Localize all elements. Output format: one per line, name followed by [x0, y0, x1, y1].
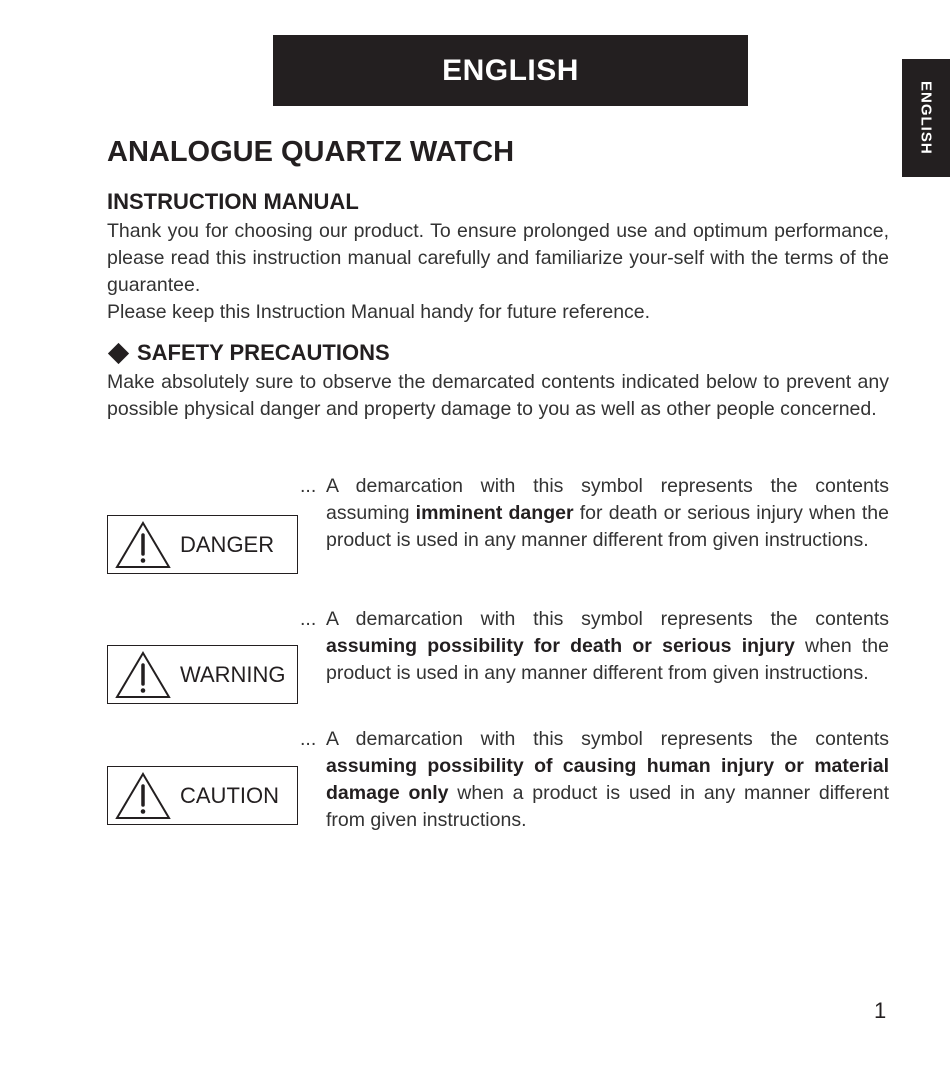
intro-paragraph-2: Please keep this Instruction Manual handy for future reference. [107, 301, 651, 323]
warning-triangle-icon [114, 520, 172, 570]
danger-label: DANGER [180, 531, 275, 557]
caution-text-post: when a product is used in any manner different from given instructions. [326, 782, 889, 831]
intro-paragraph-1: Thank you for choosing our product. To ensure prolonged use and optimum performance, please read this instruction manual carefully and familiarize your-self with the terms of the guarantee. [107, 220, 889, 296]
diamond-bullet-icon [108, 342, 129, 363]
language-banner [273, 35, 748, 106]
warning-text [326, 606, 889, 687]
danger-text [326, 473, 889, 554]
caution-label: CAUTION [180, 782, 279, 808]
leader-dots: ... [300, 475, 317, 497]
warning-description [300, 606, 889, 687]
danger-text-pre: A demarcation with this symbol represents the contents assuming [326, 475, 889, 524]
warning-text-post: when the product is used in any manner different from given instructions. [326, 635, 890, 684]
safety-paragraph: Make absolutely sure to observe the demarcated contents indicated below to prevent any possible physical danger and property damage to you as well as other people concerned. [107, 371, 889, 420]
safety-text [107, 369, 889, 423]
danger-text-bold: imminent danger [415, 502, 574, 524]
safety-heading-label: SAFETY PRECAUTIONS [137, 340, 390, 365]
caution-text-pre: A demarcation with this symbol represents the contents [326, 728, 889, 750]
leader-dots: ... [300, 608, 317, 630]
caution-description [300, 726, 889, 834]
caution-symbol-box [107, 766, 298, 825]
caution-text [326, 726, 889, 834]
safety-heading [107, 340, 390, 366]
leader-dots: ... [300, 728, 317, 750]
caution-text-bold: assuming possibility of causing human injury or material damage only [326, 755, 889, 804]
page-title: ANALOGUE QUARTZ WATCH [107, 136, 515, 168]
warning-label: WARNING [180, 661, 286, 687]
page-number: 1 [874, 998, 887, 1023]
language-side-tab [902, 59, 950, 177]
language-banner-label: ENGLISH [442, 53, 579, 87]
warning-text-pre: A demarcation with this symbol represents the contents [326, 608, 889, 630]
warning-text-bold: assuming possibility for death or serious injury [326, 635, 795, 657]
danger-symbol-box [107, 515, 298, 574]
danger-text-post: for death or serious injury when the product is used in any manner different from given instructions. [326, 502, 889, 551]
danger-description [300, 473, 889, 554]
section-subtitle: INSTRUCTION MANUAL [107, 189, 359, 214]
warning-triangle-icon [114, 650, 172, 700]
intro-text [107, 218, 889, 326]
warning-triangle-icon [114, 771, 172, 821]
warning-symbol-box [107, 645, 298, 704]
side-tab-label: ENGLISH [917, 81, 935, 155]
